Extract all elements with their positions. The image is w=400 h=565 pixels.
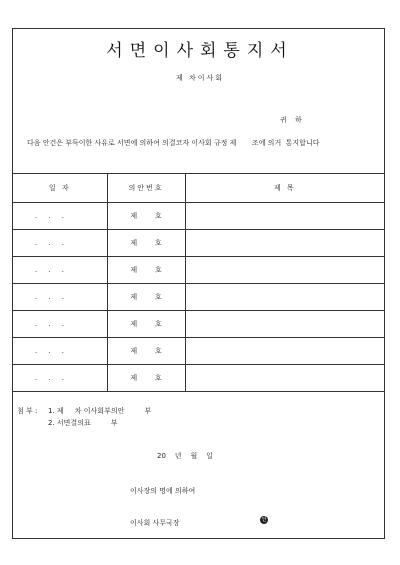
table-row [13, 257, 384, 284]
agenda-header-row [13, 174, 384, 203]
attachment-item-2: 2. 서면결의표 부 [48, 419, 118, 427]
row-number[interactable]: 제 호 [107, 230, 185, 257]
row-date[interactable]: . . . [13, 203, 107, 230]
header-subject: 제 목 [185, 174, 384, 203]
session-line: 제 차이사회 [175, 74, 225, 82]
header-date: 일 자 [13, 174, 107, 203]
row-number[interactable]: 제 호 [107, 284, 185, 311]
row-date[interactable]: . . . [13, 284, 107, 311]
table-row [13, 338, 384, 365]
row-number[interactable]: 제 호 [107, 257, 185, 284]
table-row [13, 365, 384, 392]
recipient-line: 귀 하 [280, 116, 305, 124]
row-date[interactable]: . . . [13, 230, 107, 257]
row-date[interactable]: . . . [13, 257, 107, 284]
intro-text: 다음 안건은 부득이한 사유로 서면에 의하여 의결코자 이사회 규정 제 조에 의거 통지합니다 [27, 139, 320, 147]
row-subject[interactable] [185, 338, 384, 365]
table-row [13, 203, 384, 230]
attachments-label: 첨 부 : [17, 407, 38, 415]
row-number[interactable]: 제 호 [107, 311, 185, 338]
row-number[interactable]: 제 호 [107, 365, 185, 392]
row-subject[interactable] [185, 311, 384, 338]
attachment-item-1: 1. 제 차 이사회부의안 부 [48, 407, 152, 415]
row-subject[interactable] [185, 257, 384, 284]
seal-icon: 인 [261, 517, 267, 523]
row-subject[interactable] [185, 284, 384, 311]
date-line[interactable]: 20 년 월 일 [157, 452, 213, 460]
table-row [13, 284, 384, 311]
document-title: 서면이사회통지서 [106, 41, 294, 61]
header-number: 의안번호 [107, 174, 185, 203]
row-subject[interactable] [185, 203, 384, 230]
row-number[interactable]: 제 호 [107, 338, 185, 365]
row-subject[interactable] [185, 230, 384, 257]
row-number[interactable]: 제 호 [107, 203, 185, 230]
order-line: 이사장의 명에 의하여 [130, 487, 196, 495]
row-date[interactable]: . . . [13, 311, 107, 338]
row-date[interactable]: . . . [13, 365, 107, 392]
row-date[interactable]: . . . [13, 338, 107, 365]
agenda-table [13, 173, 384, 392]
signer-line: 이사회 사무국장 [130, 519, 180, 527]
table-row [13, 311, 384, 338]
table-row [13, 230, 384, 257]
row-subject[interactable] [185, 365, 384, 392]
